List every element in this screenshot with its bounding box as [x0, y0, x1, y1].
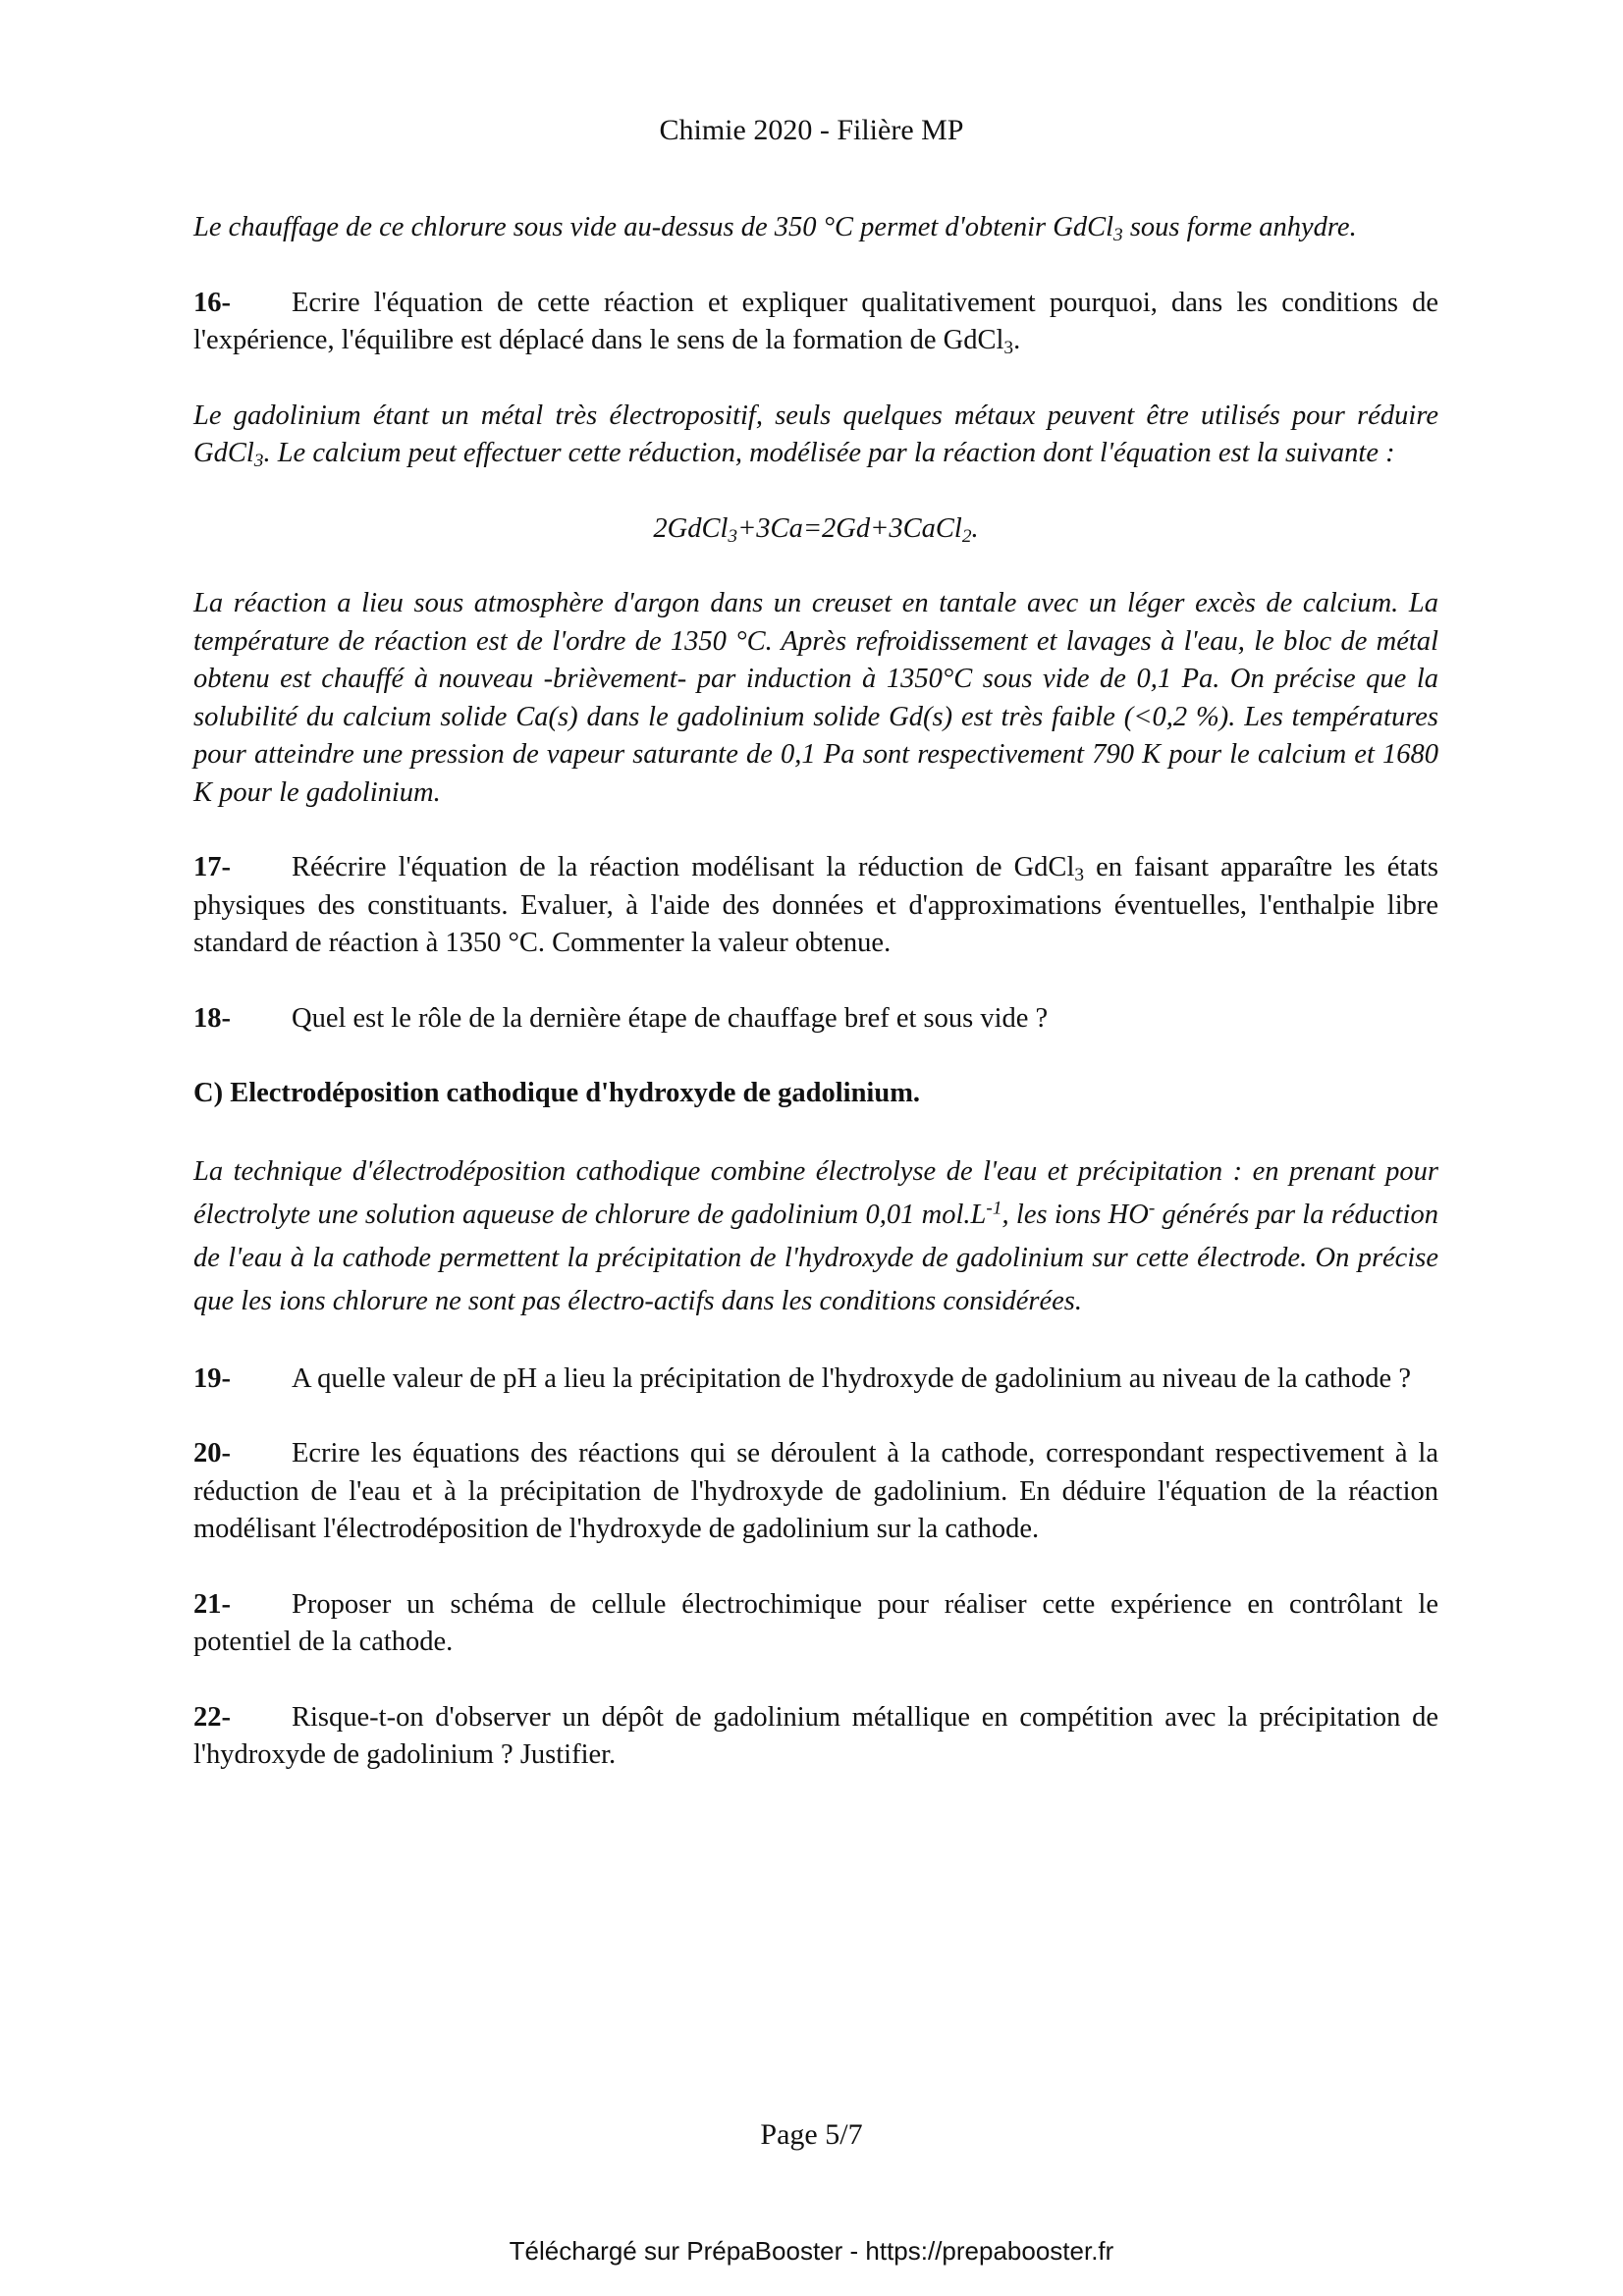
paragraph-text-c: générés par la réduction de l'eau à la cathode permettent la précipitation de l'hydroxyde de gadolinium sur cette électrode. On précise que les ions chlorure ne sont pas électro-actifs dans les conditions considérées. [193, 1199, 1438, 1316]
question-text: Ecrire les équations des réactions qui se déroulent à la cathode, correspondant respectivement à la réduction de l'eau et à la précipitation de l'hydroxyde de gadolinium. En déduire l'équation de la réaction modélisant l'électrodéposition de l'hydroxyde de gadolinium sur la cathode. [193, 1438, 1438, 1544]
question-number: 20- [193, 1438, 231, 1468]
question-text: Proposer un schéma de cellule électrochimique pour réaliser cette expérience en contrôlant le potentiel de la cathode. [193, 1588, 1438, 1657]
question-text: Ecrire l'équation de cette réaction et expliquer qualitativement pourquoi, dans les conditions de l'expérience, l'équilibre est déplacé dans le sens de la formation de GdCl [193, 287, 1438, 355]
question-text: A quelle valeur de pH a lieu la précipitation de l'hydroxyde de gadolinium au niveau de la cathode ? [292, 1362, 1411, 1394]
page-content [193, 209, 1438, 1812]
question-number: 18- [193, 1002, 231, 1034]
context-paragraph-electrodeposition [193, 1150, 1438, 1323]
superscript: - [1148, 1197, 1156, 1218]
question-text-end: en faisant apparaître les états physiques des constituants. Evaluer, à l'aide des données et d'approximations éventuelles, l'enthalpie libre standard de réaction à 1350 °C. Commenter la valeur obtenue. [193, 852, 1438, 958]
intro-paragraph [193, 209, 1438, 247]
equation-part: 2GdCl [653, 512, 729, 544]
question-text: Réécrire l'équation de la réaction modélisant la réduction de GdCl [292, 852, 1075, 882]
question-17 [193, 849, 1438, 963]
equation-part: +3Ca=2Gd+3CaCl [737, 512, 962, 544]
download-footer: Téléchargé sur PrépaBooster - https://prepabooster.fr [509, 2236, 1114, 2266]
question-22 [193, 1699, 1438, 1775]
context-paragraph-conditions: La réaction a lieu sous atmosphère d'argon dans un creuset en tantale avec un léger excès de calcium. La température de réaction est de l'ordre de 1350 °C. Après refroidissement et lavages à l'eau, le bloc de métal obtenu est chauffé à nouveau -brièvement- par induction à 1350°C sous vide de 0,1 Pa. On précise que la solubilité du calcium solide Ca(s) dans le gadolinium solide Gd(s) est très faible (<0,2 %). Les températures pour atteindre une pression de vapeur saturante de 0,1 Pa sont respectivement 790 K pour le calcium et 1680 K pour le gadolinium. [193, 588, 1438, 808]
paragraph-text-b: . Le calcium peut effectuer cette réduction, modélisée par la réaction dont l'équation est la suivante : [263, 438, 1395, 468]
question-text: Risque-t-on d'observer un dépôt de gadolinium métallique en compétition avec la précipitation de l'hydroxyde de gadolinium ? Justifier. [193, 1701, 1438, 1770]
paragraph-text-b: , les ions HO [1001, 1199, 1149, 1230]
question-16 [193, 285, 1438, 360]
intro-text-b: sous forme anhydre. [1122, 212, 1357, 242]
context-paragraph-reduction [193, 398, 1438, 473]
question-number: 17- [193, 852, 231, 882]
question-number: 22- [193, 1701, 231, 1733]
subscript: 3 [1003, 337, 1014, 358]
equation-subscript: 2 [961, 525, 972, 547]
question-text: Quel est le rôle de la dernière étape de chauffage bref et sous vide ? [292, 1002, 1049, 1034]
question-number: 21- [193, 1588, 231, 1620]
paragraph-text-a: La technique d'électrodéposition cathodique combine électrolyse de l'eau et précipitation : en prenant pour électrolyte une solution aqueuse de chlorure de gadolinium 0,01 mol.L [193, 1155, 1438, 1230]
question-number: 16- [193, 287, 231, 318]
question-20 [193, 1435, 1438, 1549]
equation-part: . [971, 512, 979, 544]
intro-text-a: Le chauffage de ce chlorure sous vide au-dessus de 350 °C permet d'obtenir GdCl [193, 212, 1113, 242]
superscript: -1 [986, 1197, 1002, 1218]
section-title-c: C) Electrodéposition cathodique d'hydroxyde de gadolinium. [193, 1078, 921, 1108]
subscript: 3 [1074, 864, 1085, 885]
reaction-equation [193, 510, 1438, 549]
equation-subscript: 3 [728, 525, 738, 547]
intro-subscript: 3 [1113, 224, 1123, 245]
page-header: Chimie 2020 - Filière MP [659, 114, 964, 146]
question-18 [193, 1000, 1438, 1039]
question-number: 19- [193, 1362, 231, 1394]
page-number: Page 5/7 [760, 2118, 863, 2151]
paragraph-text-a: Le gadolinium étant un métal très électropositif, seuls quelques métaux peuvent être utilisés pour réduire GdCl [193, 400, 1438, 468]
subscript: 3 [253, 450, 264, 471]
question-19 [193, 1361, 1438, 1399]
question-21 [193, 1586, 1438, 1662]
question-text-end: . [1013, 325, 1021, 355]
